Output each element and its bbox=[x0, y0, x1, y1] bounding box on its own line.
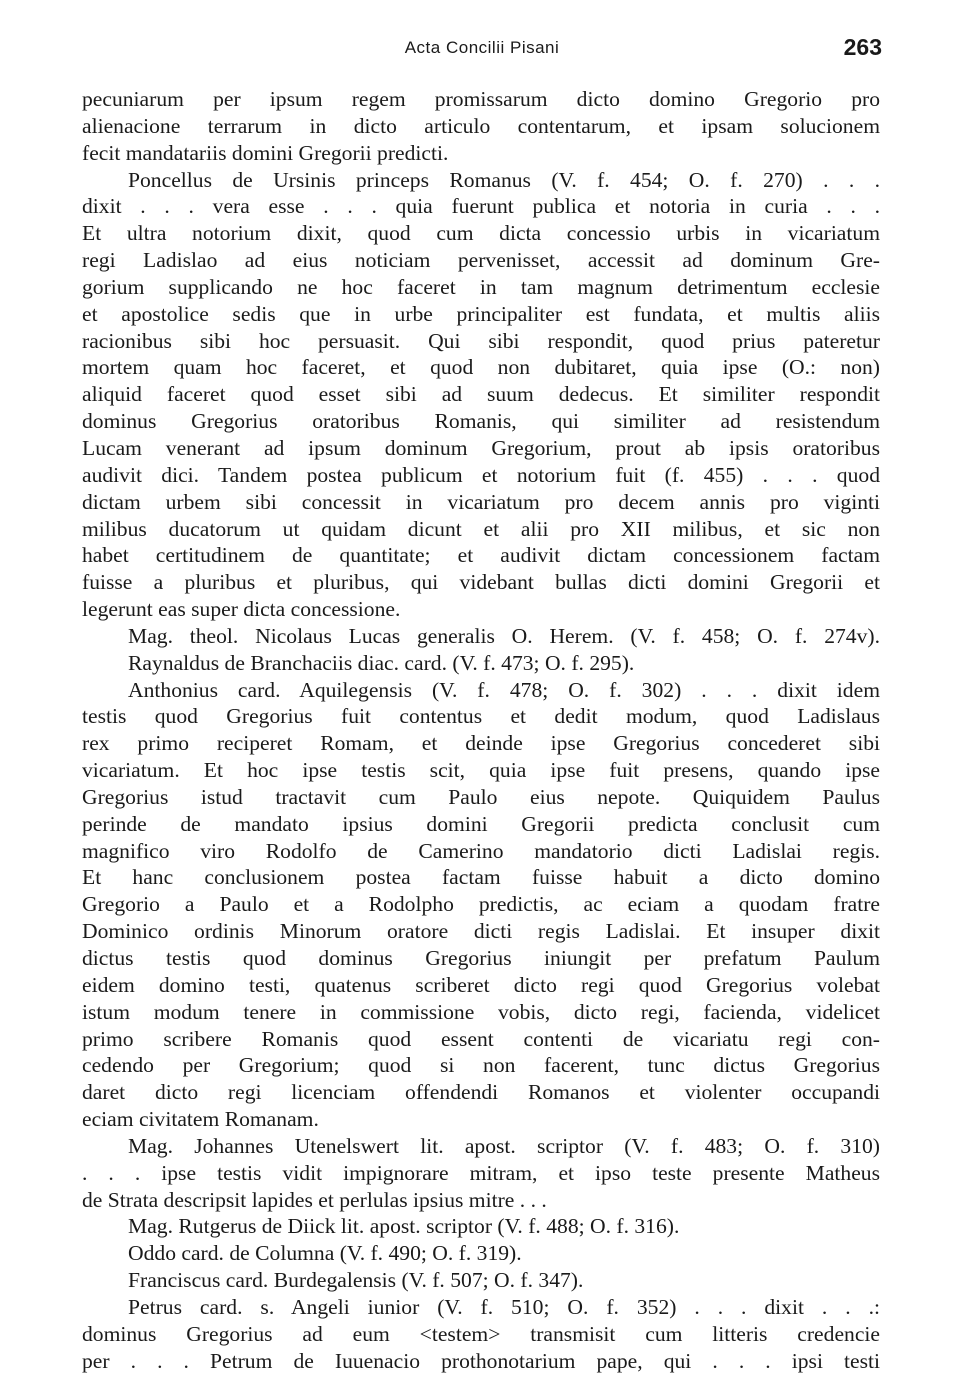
text-line: Raynaldus de Branchaciis diac. card. (V. f. 473; O. f. 295). bbox=[128, 650, 635, 675]
text-line: dixit . . . vera esse . . . quia fuerunt publica et notoria in curia . . . bbox=[82, 194, 880, 219]
running-title: Acta Concilii Pisani bbox=[404, 38, 560, 57]
text-line: habet certitudinem de quantitate; et audivit dictam concessionem factam bbox=[82, 543, 880, 568]
text-line: Mag. theol. Nicolaus Lucas generalis O. Herem. (V. f. 458; O. f. 274v). bbox=[128, 623, 880, 648]
text-line: Mag. Johannes Utenelswert lit. apost. scriptor (V. f. 483; O. f. 310) bbox=[128, 1133, 880, 1158]
text-line: per . . . Petrum de Iuuenacio prothonotarium pape, qui . . . ipsi testi bbox=[82, 1348, 880, 1373]
text-line: testis quod Gregorius fuit contentus et dedit modum, quod Ladislaus bbox=[82, 704, 880, 729]
text-line: Anthonius card. Aquilegensis (V. f. 478; O. f. 302) . . . dixit idem bbox=[128, 677, 880, 702]
text-line: vicariatum. Et hoc ipse testis scit, quia ipse fuit presens, quando ipse bbox=[82, 758, 880, 783]
text-line: gorium supplicando ne hoc faceret in tam magnum detrimentum ecclesie bbox=[82, 274, 880, 299]
text-line: fecit mandatariis domini Gregorii predicti. bbox=[82, 140, 449, 165]
text-line: dictus testis quod dominus Gregorius iniungit per prefatum Paulum bbox=[82, 946, 880, 970]
text-line: dictam urbem sibi concessit in vicariatum pro decem annis pro viginti bbox=[82, 489, 880, 514]
text-line: dominus Gregorius oratoribus Romanis, qui similiter ad resistendum bbox=[82, 409, 880, 434]
text-line: . . . ipse testis vidit impignorare mitram, et ipso teste presente Matheus bbox=[82, 1160, 880, 1185]
text-line: magnifico viro Rodolfo de Camerino mandatorio dicti Ladislai regis. bbox=[82, 838, 880, 863]
text-line: et apostolice sedis que in urbe principaliter est fundata, et multis aliis bbox=[82, 301, 880, 326]
text-line: regi Ladislao ad eius noticiam pervenisset, accessit ad dominum Gre- bbox=[82, 248, 880, 273]
text-line: rex primo reciperet Romam, et deinde ipse Gregorius concederet sibi bbox=[82, 731, 880, 756]
text-line: primo scribere Romanis quod essent contenti de vicariatu regi con- bbox=[82, 1026, 880, 1051]
text-line: Lucam venerant ad ipsum dominum Gregorium, prout ab ipsis oratoribus bbox=[82, 435, 880, 460]
text-line: istum modum tenere in commissione vobis, dicto regi, facienda, videlicet bbox=[82, 999, 880, 1024]
text-line: Et hanc conclusionem postea factam fuisse habuit a dicto domino bbox=[82, 865, 880, 890]
text-line: alienacione terrarum in dicto articulo contentarum, et ipsam solucionem bbox=[82, 113, 880, 138]
text-line: Franciscus card. Burdegalensis (V. f. 507; O. f. 347). bbox=[128, 1268, 584, 1293]
text-line: audivit dici. Tandem postea publicum et notorium fuit (f. 455) . . . quod bbox=[82, 462, 880, 487]
text-line: de Strata descripsit lapides et perlulas ipsius mitre . . . bbox=[82, 1187, 547, 1212]
text-line: legerunt eas super dicta concessione. bbox=[82, 597, 401, 622]
text-line: aliquid faceret quod esset sibi ad suum dedecus. Et similiter respondit bbox=[82, 382, 880, 407]
page-number: 263 bbox=[843, 34, 882, 60]
text-line: Gregorio a Paulo et a Rodolpho predictis, ac eciam a quodam fratre bbox=[82, 892, 880, 917]
text-line: racionibus sibi hoc persuasit. Qui sibi respondit, quod prius pateretur bbox=[82, 328, 880, 353]
text-line: mortem quam hoc faceret, et quod non dubitaret, quia ipse (O.: non) bbox=[82, 355, 880, 380]
page-header bbox=[82, 30, 882, 70]
text-line: eidem domino testi, quatenus scriberet dicto regi quod Gregorius volebat bbox=[82, 972, 880, 997]
text-line: perinde de mandato ipsius domini Gregorii predicta conclusit cum bbox=[82, 811, 880, 836]
text-line: Oddo card. de Columna (V. f. 490; O. f. 319). bbox=[128, 1241, 522, 1266]
text-line: dominus Gregorius ad eum <testem> transmisit cum litteris credencie bbox=[82, 1321, 880, 1346]
text-line: eciam civitatem Romanam. bbox=[82, 1107, 319, 1132]
text-line: Dominico ordinis Minorum oratore dicti regis Ladislai. Et insuper dixit bbox=[82, 919, 880, 944]
text-line: fuisse a pluribus et pluribus, qui videbant bullas dicti domini Gregorii et bbox=[82, 570, 880, 595]
text-line: pecuniarum per ipsum regem promissarum dicto domino Gregorio pro bbox=[82, 87, 880, 111]
text-line: Poncellus de Ursinis princeps Romanus (V. f. 454; O. f. 270) . . . bbox=[128, 167, 880, 192]
text-line: milibus ducatorum ut quidam dicunt et alii pro XII milibus, et sic non bbox=[82, 516, 880, 541]
text-line: Gregorius istud tractavit cum Paulo eius nepote. Quiquidem Paulus bbox=[82, 784, 880, 809]
body-text bbox=[82, 86, 880, 1375]
text-line: Petrus card. s. Angeli iunior (V. f. 510; O. f. 352) . . . dixit . . .: bbox=[128, 1294, 880, 1319]
text-line: Mag. Rutgerus de Diick lit. apost. scriptor (V. f. 488; O. f. 316). bbox=[128, 1214, 680, 1239]
text-line: cedendo per Gregorium; quod si non facerent, tunc dictus Gregorius bbox=[82, 1053, 880, 1078]
text-line: daret dicto regi licenciam offendendi Romanos et violenter occupandi bbox=[82, 1080, 880, 1105]
text-line: Et ultra notorium dixit, quod cum dicta concessio urbis in vicariatum bbox=[82, 221, 880, 246]
